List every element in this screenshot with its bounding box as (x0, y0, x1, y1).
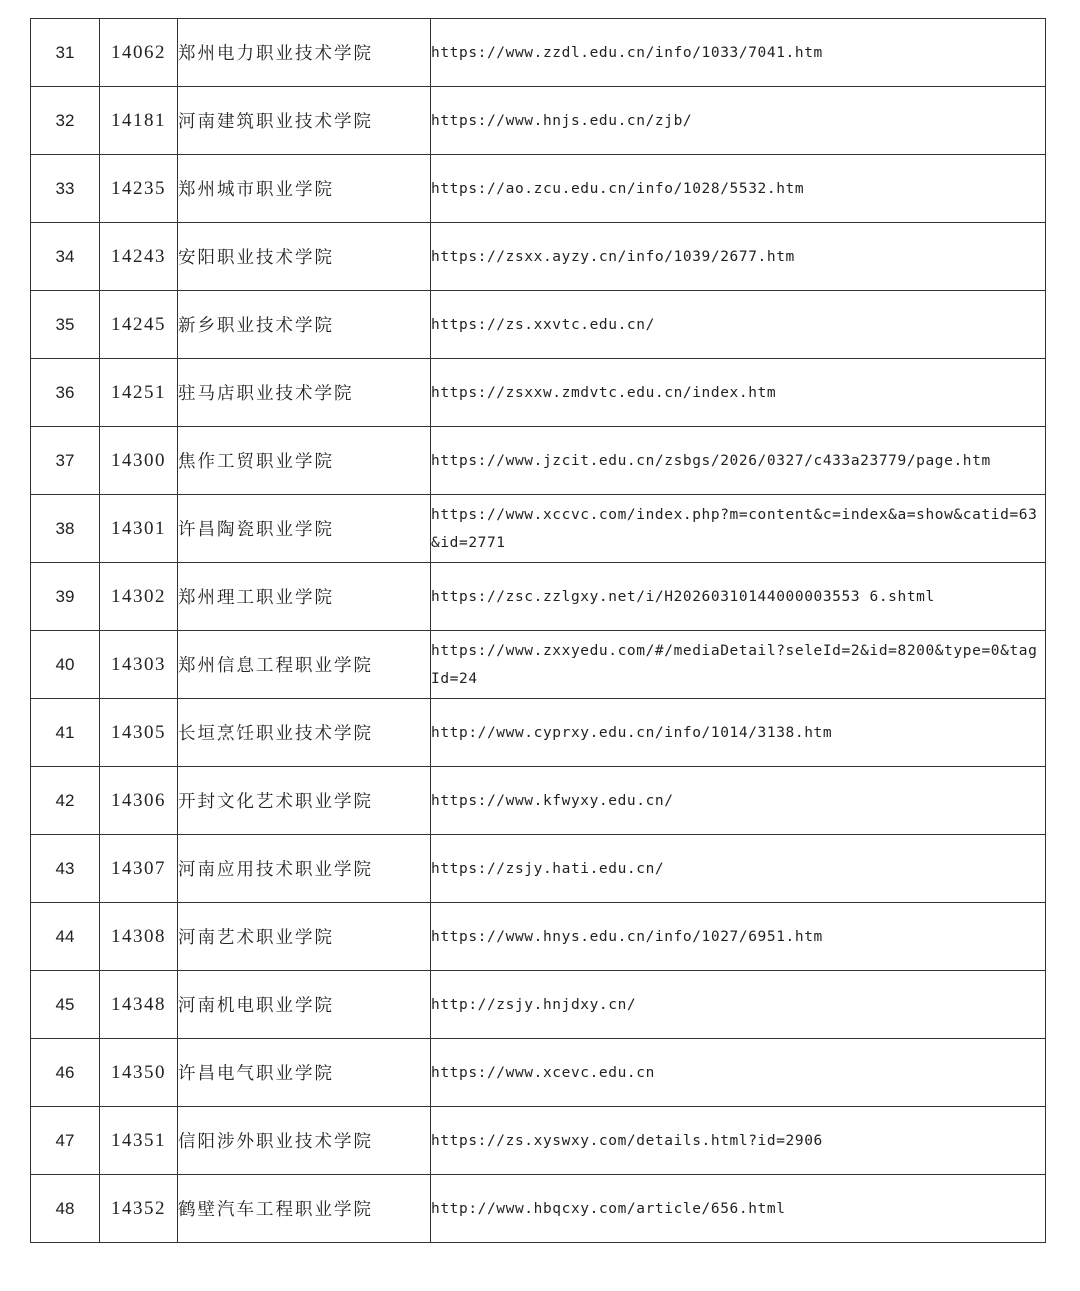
row-code: 14351 (100, 1107, 178, 1175)
row-seq: 37 (31, 427, 100, 495)
row-school-name: 焦作工贸职业学院 (178, 427, 431, 495)
row-school-name: 河南艺术职业学院 (178, 903, 431, 971)
row-code: 14302 (100, 563, 178, 631)
row-school-name: 驻马店职业技术学院 (178, 359, 431, 427)
table-row (31, 835, 1046, 903)
table-row (31, 1107, 1046, 1175)
row-url: https://www.xccvc.com/index.php?m=content&c=index&a=show&catid=63&id=2771 (431, 495, 1046, 563)
table-row (31, 495, 1046, 563)
row-code: 14308 (100, 903, 178, 971)
row-seq: 34 (31, 223, 100, 291)
row-code: 14251 (100, 359, 178, 427)
row-code: 14303 (100, 631, 178, 699)
row-url: https://zs.xxvtc.edu.cn/ (431, 291, 1046, 359)
table-row (31, 971, 1046, 1039)
row-seq: 46 (31, 1039, 100, 1107)
row-seq: 35 (31, 291, 100, 359)
row-seq: 31 (31, 19, 100, 87)
table-row (31, 155, 1046, 223)
table-row (31, 359, 1046, 427)
row-code: 14350 (100, 1039, 178, 1107)
college-list-body (31, 19, 1046, 1243)
row-school-name: 郑州电力职业技术学院 (178, 19, 431, 87)
row-url: https://www.zxxyedu.com/#/mediaDetail?seleId=2&id=8200&type=0&tagId=24 (431, 631, 1046, 699)
row-url: https://zsjy.hati.edu.cn/ (431, 835, 1046, 903)
row-code: 14306 (100, 767, 178, 835)
row-seq: 48 (31, 1175, 100, 1243)
row-url: https://ao.zcu.edu.cn/info/1028/5532.htm (431, 155, 1046, 223)
row-school-name: 开封文化艺术职业学院 (178, 767, 431, 835)
table-row (31, 87, 1046, 155)
row-code: 14307 (100, 835, 178, 903)
row-seq: 45 (31, 971, 100, 1039)
row-school-name: 河南应用技术职业学院 (178, 835, 431, 903)
row-school-name: 许昌电气职业学院 (178, 1039, 431, 1107)
row-seq: 36 (31, 359, 100, 427)
table-row (31, 767, 1046, 835)
table-row (31, 1039, 1046, 1107)
row-url: https://www.jzcit.edu.cn/zsbgs/2026/0327/c433a23779/page.htm (431, 427, 1046, 495)
row-seq: 42 (31, 767, 100, 835)
row-url: https://zs.xyswxy.com/details.html?id=2906 (431, 1107, 1046, 1175)
row-code: 14305 (100, 699, 178, 767)
row-school-name: 河南建筑职业技术学院 (178, 87, 431, 155)
row-school-name: 鹤壁汽车工程职业学院 (178, 1175, 431, 1243)
row-school-name: 许昌陶瓷职业学院 (178, 495, 431, 563)
table-row (31, 631, 1046, 699)
row-school-name: 信阳涉外职业技术学院 (178, 1107, 431, 1175)
row-school-name: 长垣烹饪职业技术学院 (178, 699, 431, 767)
row-seq: 33 (31, 155, 100, 223)
table-row (31, 427, 1046, 495)
row-url: https://www.hnys.edu.cn/info/1027/6951.htm (431, 903, 1046, 971)
row-url: http://www.hbqcxy.com/article/656.html (431, 1175, 1046, 1243)
row-code: 14352 (100, 1175, 178, 1243)
row-code: 14348 (100, 971, 178, 1039)
row-url: https://www.hnjs.edu.cn/zjb/ (431, 87, 1046, 155)
row-school-name: 安阳职业技术学院 (178, 223, 431, 291)
college-list-table (30, 18, 1046, 1243)
row-seq: 40 (31, 631, 100, 699)
row-code: 14245 (100, 291, 178, 359)
row-seq: 47 (31, 1107, 100, 1175)
row-code: 14243 (100, 223, 178, 291)
row-code: 14062 (100, 19, 178, 87)
row-code: 14301 (100, 495, 178, 563)
row-code: 14181 (100, 87, 178, 155)
table-row (31, 291, 1046, 359)
row-url: http://www.cyprxy.edu.cn/info/1014/3138.htm (431, 699, 1046, 767)
row-code: 14235 (100, 155, 178, 223)
row-url: http://zsjy.hnjdxy.cn/ (431, 971, 1046, 1039)
row-school-name: 新乡职业技术学院 (178, 291, 431, 359)
row-school-name: 郑州理工职业学院 (178, 563, 431, 631)
row-seq: 38 (31, 495, 100, 563)
row-url: https://zsxxw.zmdvtc.edu.cn/index.htm (431, 359, 1046, 427)
row-code: 14300 (100, 427, 178, 495)
row-seq: 39 (31, 563, 100, 631)
table-row (31, 903, 1046, 971)
row-url: https://zsc.zzlgxy.net/i/H20260310144000003553 6.shtml (431, 563, 1046, 631)
row-url: https://zsxx.ayzy.cn/info/1039/2677.htm (431, 223, 1046, 291)
table-row (31, 563, 1046, 631)
row-seq: 44 (31, 903, 100, 971)
table-row (31, 699, 1046, 767)
row-url: https://www.zzdl.edu.cn/info/1033/7041.htm (431, 19, 1046, 87)
table-row (31, 223, 1046, 291)
table-row (31, 19, 1046, 87)
row-seq: 32 (31, 87, 100, 155)
table-row (31, 1175, 1046, 1243)
row-url: https://www.xcevc.edu.cn (431, 1039, 1046, 1107)
row-school-name: 郑州城市职业学院 (178, 155, 431, 223)
row-school-name: 河南机电职业学院 (178, 971, 431, 1039)
row-url: https://www.kfwyxy.edu.cn/ (431, 767, 1046, 835)
row-seq: 43 (31, 835, 100, 903)
row-seq: 41 (31, 699, 100, 767)
row-school-name: 郑州信息工程职业学院 (178, 631, 431, 699)
